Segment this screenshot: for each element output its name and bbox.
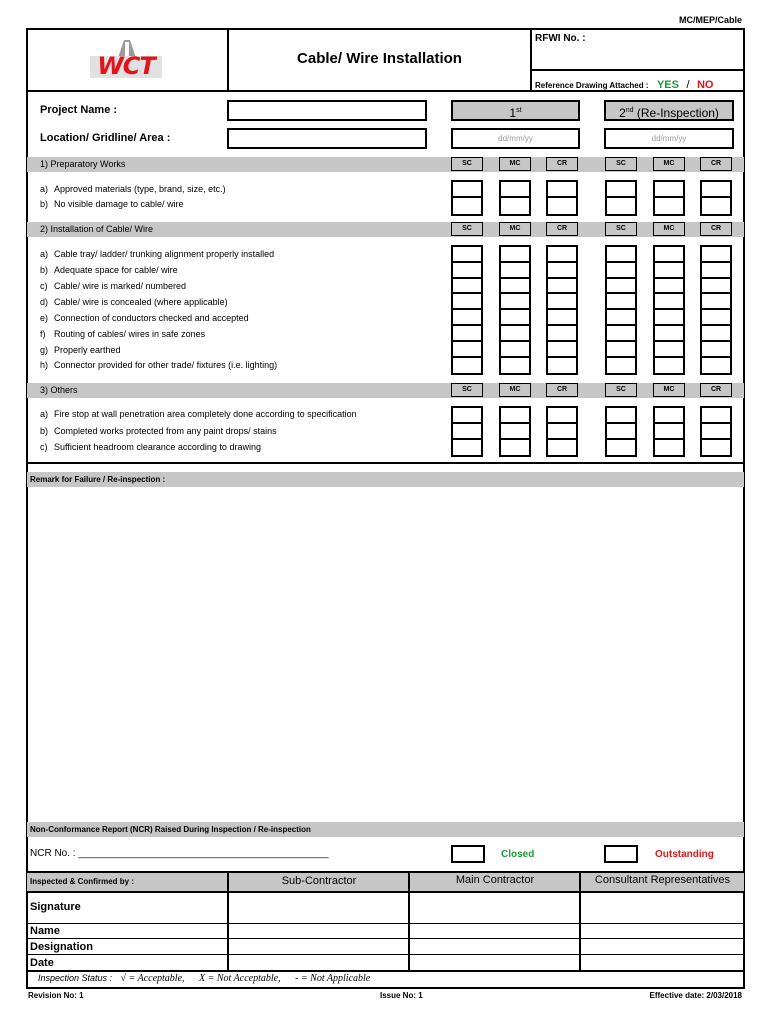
checklist-item: a) Fire stop at wall penetration area completely done according to specification — [40, 409, 357, 419]
column-header-mc: MC — [499, 157, 531, 171]
status-checkbox[interactable] — [548, 182, 576, 198]
status-checkbox[interactable] — [655, 342, 683, 358]
designation-row-label: Designation — [30, 941, 93, 953]
checkbox-column — [653, 245, 685, 375]
status-checkbox[interactable] — [655, 279, 683, 295]
status-checkbox[interactable] — [548, 358, 576, 374]
status-checkbox[interactable] — [702, 279, 730, 295]
revision-number: Revision No: 1 — [28, 991, 84, 1000]
status-checkbox[interactable] — [702, 247, 730, 263]
checkbox-column — [605, 406, 637, 457]
checkbox-column — [605, 245, 637, 375]
checkbox-column — [451, 406, 483, 457]
issue-number: Issue No: 1 — [380, 991, 423, 1000]
form-title: Cable/ Wire Installation — [297, 50, 462, 67]
checkbox-column — [700, 180, 732, 216]
status-checkbox[interactable] — [453, 279, 481, 295]
status-checkbox[interactable] — [501, 326, 529, 342]
rfwi-label: RFWI No. : — [535, 33, 586, 44]
checkbox-column — [653, 406, 685, 457]
status-checkbox[interactable] — [501, 247, 529, 263]
status-checkbox[interactable] — [607, 326, 635, 342]
checklist-item: b) Completed works protected from any paint drops/ stains — [40, 426, 277, 436]
status-checkbox[interactable] — [702, 342, 730, 358]
status-checkbox[interactable] — [501, 342, 529, 358]
status-checkbox[interactable] — [548, 424, 576, 440]
checkbox-column — [700, 406, 732, 457]
checkbox-column — [451, 245, 483, 375]
status-checkbox[interactable] — [548, 310, 576, 326]
sub-contractor-header: Sub-Contractor — [281, 875, 357, 887]
column-header-sc: SC — [451, 157, 483, 171]
checkbox-column — [653, 180, 685, 216]
status-checkbox[interactable] — [702, 424, 730, 440]
status-checkbox[interactable] — [501, 263, 529, 279]
status-checkbox[interactable] — [607, 198, 635, 214]
status-checkbox[interactable] — [655, 424, 683, 440]
closed-checkbox[interactable] — [451, 845, 485, 863]
date-row-label: Date — [30, 957, 54, 969]
checkbox-column — [451, 180, 483, 216]
status-checkbox[interactable] — [453, 408, 481, 424]
status-checkbox[interactable] — [501, 279, 529, 295]
second-inspection-header: 2nd (Re-Inspection) — [604, 100, 734, 121]
checklist-item: b) Adequate space for cable/ wire — [40, 265, 178, 275]
status-checkbox[interactable] — [607, 182, 635, 198]
location-field[interactable] — [227, 128, 427, 149]
document-code: MC/MEP/Cable — [678, 15, 742, 25]
checkbox-column — [499, 406, 531, 457]
status-checkbox[interactable] — [548, 279, 576, 295]
status-checkbox[interactable] — [453, 326, 481, 342]
status-checkbox[interactable] — [453, 198, 481, 214]
status-checkbox[interactable] — [548, 326, 576, 342]
column-header-cr: CR — [546, 383, 578, 397]
status-checkbox[interactable] — [453, 342, 481, 358]
status-checkbox[interactable] — [501, 408, 529, 424]
checklist-item: a) Cable tray/ ladder/ trunking alignment properly installed — [40, 249, 275, 259]
status-checkbox[interactable] — [453, 294, 481, 310]
checkbox-column — [546, 245, 578, 375]
status-checkbox[interactable] — [453, 358, 481, 374]
status-checkbox[interactable] — [702, 408, 730, 424]
status-checkbox[interactable] — [655, 326, 683, 342]
column-header-cr: CR — [700, 157, 732, 171]
status-checkbox[interactable] — [607, 358, 635, 374]
column-header-mc: MC — [499, 222, 531, 236]
status-checkbox[interactable] — [655, 440, 683, 456]
status-checkbox[interactable] — [607, 440, 635, 456]
column-header-cr: CR — [546, 157, 578, 171]
status-checkbox[interactable] — [702, 310, 730, 326]
status-checkbox[interactable] — [655, 247, 683, 263]
status-checkbox[interactable] — [501, 358, 529, 374]
inspection-status-legend: Inspection Status : √ = Acceptable, X = Not Acceptable, - = Not Applicable — [38, 973, 371, 984]
first-inspection-date[interactable]: dd/mm/yy — [451, 128, 580, 149]
status-checkbox[interactable] — [655, 263, 683, 279]
checkbox-column — [499, 245, 531, 375]
column-header-sc: SC — [451, 222, 483, 236]
checkbox-column — [499, 180, 531, 216]
column-header-sc: SC — [451, 383, 483, 397]
status-checkbox[interactable] — [655, 182, 683, 198]
closed-label: Closed — [501, 849, 535, 860]
status-checkbox[interactable] — [501, 424, 529, 440]
column-header-mc: MC — [653, 157, 685, 171]
status-checkbox[interactable] — [607, 247, 635, 263]
checkbox-column — [546, 180, 578, 216]
section-title-preparatory: 1) Preparatory Works — [40, 159, 126, 169]
checkbox-column — [605, 180, 637, 216]
status-checkbox[interactable] — [548, 263, 576, 279]
status-checkbox[interactable] — [607, 342, 635, 358]
checkbox-column — [700, 245, 732, 375]
status-checkbox[interactable] — [702, 358, 730, 374]
status-checkbox[interactable] — [607, 424, 635, 440]
checkbox-column — [546, 406, 578, 457]
status-checkbox[interactable] — [548, 247, 576, 263]
status-checkbox[interactable] — [655, 294, 683, 310]
status-checkbox[interactable] — [453, 263, 481, 279]
effective-date: Effective date: 2/03/2018 — [649, 991, 742, 1000]
status-checkbox[interactable] — [702, 440, 730, 456]
column-header-cr: CR — [700, 383, 732, 397]
column-header-mc: MC — [653, 222, 685, 236]
checklist-item: a) Approved materials (type, brand, size, etc.) — [40, 184, 226, 194]
status-checkbox[interactable] — [501, 294, 529, 310]
checklist-item: f) Routing of cables/ wires in safe zones — [40, 329, 206, 339]
yes-option[interactable]: YES — [656, 79, 679, 91]
project-name-field[interactable] — [227, 100, 427, 121]
column-header-cr: CR — [700, 222, 732, 236]
column-header-sc: SC — [605, 222, 637, 236]
section-title-others: 3) Others — [40, 385, 78, 395]
column-header-mc: MC — [653, 383, 685, 397]
status-checkbox[interactable] — [702, 263, 730, 279]
status-checkbox[interactable] — [702, 198, 730, 214]
no-option[interactable]: NO — [696, 79, 714, 91]
checklist-item: g) Properly earthed — [40, 345, 121, 355]
ncr-section-label: Non-Conformance Report (NCR) Raised During Inspection / Re-inspection — [30, 825, 311, 834]
checklist-item: d) Cable/ wire is concealed (where applicable) — [40, 297, 228, 307]
name-row-label: Name — [30, 925, 60, 937]
checklist-item: e) Connection of conductors checked and accepted — [40, 313, 249, 323]
location-label: Location/ Gridline/ Area : — [40, 132, 171, 144]
outstanding-checkbox[interactable] — [604, 845, 638, 863]
reference-drawing: Reference Drawing Attached : YES / NO — [535, 79, 714, 91]
status-checkbox[interactable] — [453, 247, 481, 263]
consultant-header: Consultant Representatives — [594, 874, 731, 886]
signature-row-label: Signature — [30, 901, 81, 913]
status-checkbox[interactable] — [655, 358, 683, 374]
status-checkbox[interactable] — [655, 310, 683, 326]
status-checkbox[interactable] — [453, 424, 481, 440]
status-checkbox[interactable] — [702, 182, 730, 198]
status-checkbox[interactable] — [655, 198, 683, 214]
status-checkbox[interactable] — [453, 440, 481, 456]
second-inspection-date[interactable]: dd/mm/yy — [604, 128, 734, 149]
status-checkbox[interactable] — [501, 310, 529, 326]
status-checkbox[interactable] — [607, 263, 635, 279]
checklist-item: b) No visible damage to cable/ wire — [40, 199, 184, 209]
remark-label: Remark for Failure / Re-inspection : — [30, 475, 166, 484]
status-checkbox[interactable] — [548, 342, 576, 358]
column-header-cr: CR — [546, 222, 578, 236]
first-inspection-header: 1st — [451, 100, 580, 121]
status-checkbox[interactable] — [548, 408, 576, 424]
status-checkbox[interactable] — [501, 182, 529, 198]
inspected-label: Inspected & Confirmed by : — [30, 877, 135, 886]
status-checkbox[interactable] — [702, 294, 730, 310]
status-checkbox[interactable] — [655, 408, 683, 424]
status-checkbox[interactable] — [607, 408, 635, 424]
checklist-item: h) Connector provided for other trade/ fixtures (i.e. lighting) — [40, 360, 278, 370]
outstanding-label: Outstanding — [655, 849, 714, 860]
status-checkbox[interactable] — [548, 294, 576, 310]
checklist-item: c) Sufficient headroom clearance according to drawing — [40, 442, 261, 452]
logo-text: WCT — [97, 52, 155, 80]
ncr-number-field[interactable]: NCR No. : _____________________________________________ — [30, 848, 329, 859]
status-checkbox[interactable] — [607, 279, 635, 295]
status-checkbox[interactable] — [548, 440, 576, 456]
status-checkbox[interactable] — [702, 326, 730, 342]
column-header-sc: SC — [605, 383, 637, 397]
status-checkbox[interactable] — [453, 310, 481, 326]
status-checkbox[interactable] — [607, 310, 635, 326]
section-title-installation: 2) Installation of Cable/ Wire — [40, 224, 154, 234]
company-logo — [88, 38, 164, 80]
main-contractor-header: Main Contractor — [455, 874, 535, 886]
status-checkbox[interactable] — [607, 294, 635, 310]
column-header-sc: SC — [605, 157, 637, 171]
status-checkbox[interactable] — [453, 182, 481, 198]
project-name-label: Project Name : — [40, 104, 118, 116]
status-checkbox[interactable] — [501, 440, 529, 456]
status-checkbox[interactable] — [501, 198, 529, 214]
column-header-mc: MC — [499, 383, 531, 397]
status-checkbox[interactable] — [548, 198, 576, 214]
remark-area[interactable] — [27, 488, 744, 821]
checklist-item: c) Cable/ wire is marked/ numbered — [40, 281, 187, 291]
